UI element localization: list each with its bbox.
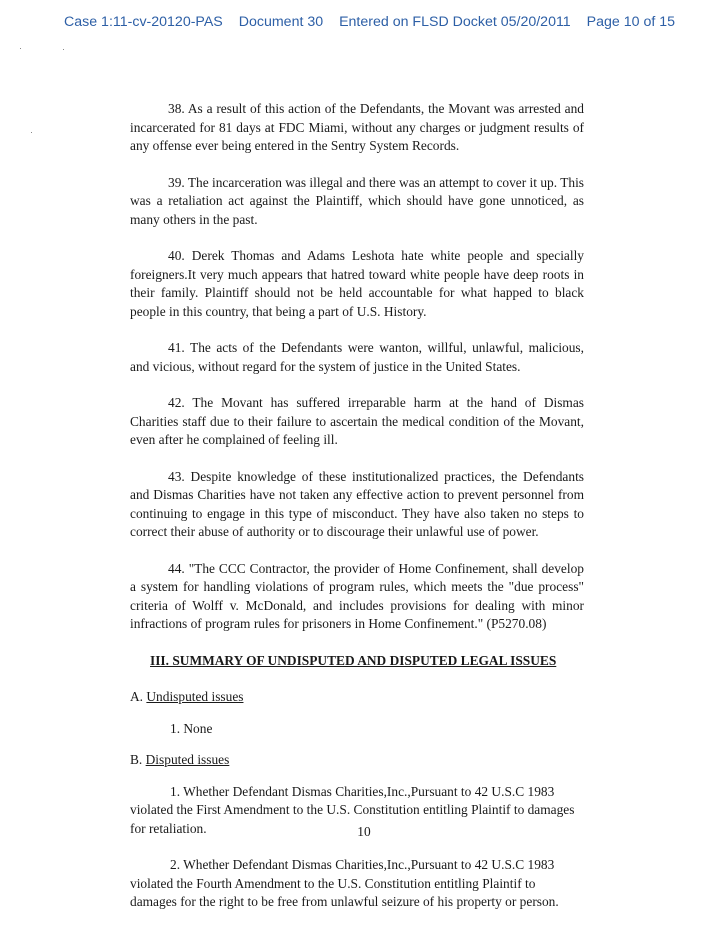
disputed-letter: B.	[130, 752, 143, 767]
paragraph-44: 44. "The CCC Contractor, the provider of Home Confinement, shall develop a system for handling violations of program rules, which meets the "due process" criteria of Wolff v. McDonald, and includes provisions for dealing with minor infractions of program rules for prisoners in Home Confinement." (P5270.08)	[130, 560, 584, 631]
header-page-count: Page 10 of 15	[586, 14, 676, 30]
document-body	[130, 100, 584, 930]
undisputed-label: Undisputed issues	[146, 689, 244, 704]
undisputed-item: 1. None	[170, 720, 213, 736]
paragraph-42: 42. The Movant has suffered irreparable harm at the hand of Dismas Charities staff due to their failure to ascertain the medical condition of the Movant, even after he complained of feeling ill.	[130, 395, 584, 447]
paragraph-38: 38. As a result of this action of the Defendants, the Movant was arrested and incarcerated for 81 days at FDC Miami, without any charges or judgment results of any offense ever being entered in the Sentry System Records.	[130, 101, 584, 153]
disputed-label: Disputed issues	[145, 752, 230, 767]
disputed-subheading	[130, 751, 584, 770]
disputed-issue-1: 1. Whether Defendant Dismas Charities,Inc.,Pursuant to 42 U.S.C 1983 violated the First Amendment to the U.S. Constitution entitling Plaintif to damages for retaliation.	[130, 783, 575, 836]
paragraph-43: 43. Despite knowledge of these institutionalized practices, the Defendants and Dismas Charities have not taken any effective action to prevent personnel from continuing to engage in this type of misconduct. They have also taken no steps to correct their abuse of authority or to discourage their unlawful use of power.	[130, 468, 584, 539]
docket-header	[64, 14, 675, 30]
header-document-number: Document 30	[238, 14, 324, 30]
section-heading: III. SUMMARY OF UNDISPUTED AND DISPUTED LEGAL ISSUES	[150, 652, 557, 668]
undisputed-subheading	[130, 688, 584, 707]
header-entered-date: Entered on FLSD Docket 05/20/2011	[339, 14, 571, 30]
paragraph-41: 41. The acts of the Defendants were wanton, willful, unlawful, malicious, and vicious, without regard for the system of justice in the United States.	[130, 340, 584, 374]
scan-speck	[63, 49, 64, 50]
page-number: 10	[357, 824, 371, 839]
undisputed-letter: A.	[130, 689, 144, 704]
disputed-issue-2: 2. Whether Defendant Dismas Charities,Inc.,Pursuant to 42 U.S.C 1983 violated the Fourth Amendment to the U.S. Constitution entitling Plaintif to damages for the right to be free from unlawful seizure of his property or person.	[130, 857, 559, 909]
header-case-number: Case 1:11-cv-20120-PAS	[64, 14, 223, 30]
paragraph-40: 40. Derek Thomas and Adams Leshota hate white people and specially foreigners.It very much appears that hatred toward white people have deep roots in their family. Plaintiff should not be held accountable for what happed to black people in this country, that being a part of U.S. History.	[130, 248, 584, 319]
scan-speck	[20, 48, 21, 49]
paragraph-39: 39. The incarceration was illegal and there was an attempt to cover it up. This was a retaliation act against the Plaintiff, which should have gone unnoticed, as many others in the past.	[130, 174, 584, 227]
scan-speck	[31, 132, 32, 133]
